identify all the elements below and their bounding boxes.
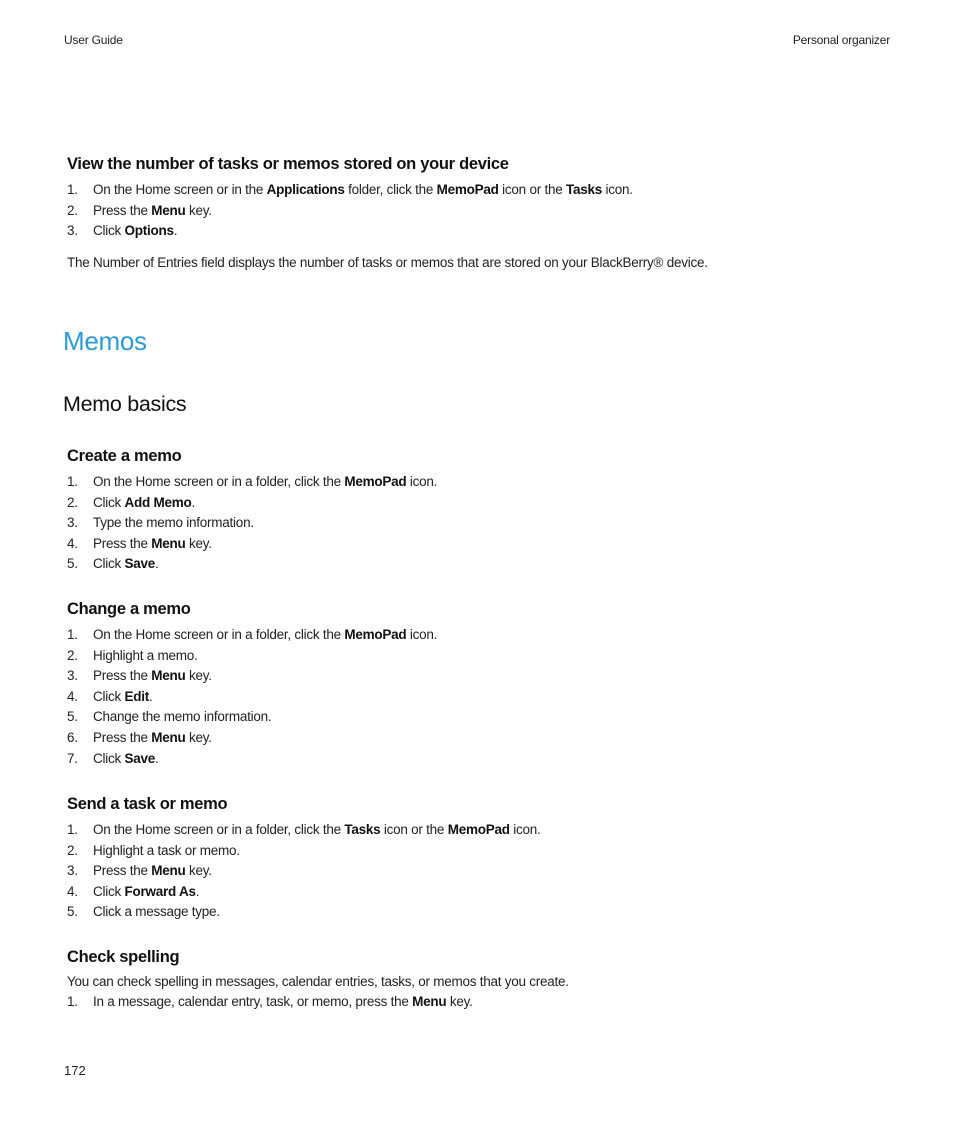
step-number: 1. <box>67 182 78 197</box>
step-number: 2. <box>67 202 78 218</box>
step-item <box>67 902 541 923</box>
step-text: . <box>155 750 159 766</box>
ui-term: Menu <box>151 535 186 551</box>
step-item <box>67 861 541 882</box>
steps-view-tasks <box>67 180 633 242</box>
ui-term: MemoPad <box>344 474 407 489</box>
heading-memo-basics: Memo basics <box>63 392 187 416</box>
steps-create-memo <box>67 472 437 575</box>
step-text: key. <box>185 668 212 684</box>
step-text: icon. <box>406 474 438 489</box>
step-item <box>67 882 541 903</box>
step-number: 1. <box>67 627 78 642</box>
page-header-right: Personal organizer <box>792 33 890 47</box>
section-title-view-tasks: View the number of tasks or memos stored on your device <box>67 155 509 173</box>
step-text: In a message, calendar entry, task, or memo, press the <box>93 994 413 1009</box>
step-item <box>67 707 437 728</box>
ui-term: Edit <box>124 688 149 704</box>
step-text: Click <box>93 688 125 704</box>
section-title-create-memo: Create a memo <box>67 447 182 465</box>
step-number: 1. <box>67 994 78 1009</box>
step-text: Highlight a memo. <box>93 647 198 663</box>
step-number: 3. <box>67 515 78 531</box>
ui-term: Save <box>124 556 156 572</box>
ui-term: Tasks <box>565 182 602 197</box>
heading-memos: Memos <box>63 326 147 356</box>
step-item <box>67 180 633 201</box>
step-text: Press the <box>93 863 152 879</box>
page-header-left: User Guide <box>64 33 123 47</box>
step-item <box>67 841 541 862</box>
steps-send-task <box>67 820 541 923</box>
step-text: Press the <box>93 729 152 745</box>
step-number: 2. <box>67 647 78 663</box>
step-item <box>67 687 437 708</box>
step-text: folder, click the <box>344 182 437 197</box>
step-text: icon or the <box>498 182 566 197</box>
step-text: Click <box>93 494 125 510</box>
step-text: On the Home screen or in the <box>93 182 267 197</box>
step-text: . <box>191 494 196 510</box>
step-text: Click <box>93 883 125 899</box>
step-number: 1. <box>67 474 78 489</box>
note-number-of-entries: The Number of Entries field displays the number of tasks or memos that are stored on your BlackBerry® device. <box>67 255 708 270</box>
step-text: . <box>173 223 178 239</box>
ui-term: MemoPad <box>436 182 499 197</box>
step-number: 5. <box>67 904 78 920</box>
ui-term: Tasks <box>344 822 381 837</box>
ui-term: Applications <box>266 182 345 197</box>
step-number: 2. <box>67 494 78 510</box>
step-number: 4. <box>67 883 78 899</box>
step-text: key. <box>185 535 212 551</box>
ui-term: Menu <box>151 863 186 879</box>
step-item <box>67 749 437 770</box>
step-item <box>67 534 437 555</box>
step-text: Press the <box>93 535 152 551</box>
step-text: icon. <box>509 822 541 837</box>
step-number: 2. <box>67 842 78 858</box>
step-text: Click <box>93 223 125 239</box>
ui-term: Menu <box>151 202 186 218</box>
step-text: icon. <box>602 182 633 197</box>
step-item <box>67 992 473 1013</box>
ui-term: MemoPad <box>344 627 407 642</box>
step-item <box>67 666 437 687</box>
step-item <box>67 221 633 242</box>
step-text: Change the memo information. <box>93 709 272 725</box>
section-title-send-task: Send a task or memo <box>67 795 228 813</box>
step-item <box>67 728 437 749</box>
step-number: 5. <box>67 556 78 572</box>
ui-term: Save <box>124 750 156 766</box>
step-number: 7. <box>67 750 78 766</box>
step-text: Click <box>93 556 125 572</box>
section-title-check-spelling: Check spelling <box>67 948 180 966</box>
ui-term: Menu <box>151 729 186 745</box>
steps-change-memo <box>67 625 437 769</box>
ui-term: Add Memo <box>124 494 192 510</box>
step-text: Press the <box>93 668 152 684</box>
step-text: key. <box>185 863 212 879</box>
ui-term: Menu <box>412 994 447 1009</box>
step-text: icon or the <box>380 822 448 837</box>
step-item <box>67 625 437 646</box>
step-number: 5. <box>67 709 78 725</box>
step-text: Highlight a task or memo. <box>93 842 240 858</box>
step-number: 3. <box>67 223 78 239</box>
section-title-change-memo: Change a memo <box>67 600 191 618</box>
step-item <box>67 820 541 841</box>
step-item <box>67 513 437 534</box>
step-text: . <box>195 883 200 899</box>
step-text: key. <box>185 729 212 745</box>
step-item <box>67 554 437 575</box>
step-number: 4. <box>67 688 78 704</box>
step-text: icon. <box>406 627 438 642</box>
step-item <box>67 493 437 514</box>
steps-check-spelling <box>67 992 473 1013</box>
step-number: 3. <box>67 863 78 879</box>
step-item <box>67 201 633 222</box>
ui-term: Menu <box>151 668 186 684</box>
page-number: 172 <box>64 1063 86 1078</box>
intro-check-spelling: You can check spelling in messages, calendar entries, tasks, or memos that you create. <box>67 974 569 989</box>
step-number: 4. <box>67 535 78 551</box>
step-text: Click <box>93 750 125 766</box>
step-text: On the Home screen or in a folder, click the <box>93 627 345 642</box>
step-text: key. <box>185 202 212 218</box>
step-number: 3. <box>67 668 78 684</box>
step-item <box>67 646 437 667</box>
step-text: On the Home screen or in a folder, click the <box>93 474 345 489</box>
step-number: 6. <box>67 729 78 745</box>
step-item <box>67 472 437 493</box>
ui-term: Forward As <box>124 883 196 899</box>
ui-term: Options <box>124 223 174 239</box>
step-text: Click a message type. <box>93 904 220 920</box>
step-text: . <box>149 688 153 704</box>
step-text: . <box>155 556 159 572</box>
step-number: 1. <box>67 822 78 837</box>
step-text: key. <box>446 994 473 1009</box>
step-text: Press the <box>93 202 152 218</box>
step-text: On the Home screen or in a folder, click the <box>93 822 345 837</box>
step-text: Type the memo information. <box>93 515 254 531</box>
ui-term: MemoPad <box>447 822 510 837</box>
